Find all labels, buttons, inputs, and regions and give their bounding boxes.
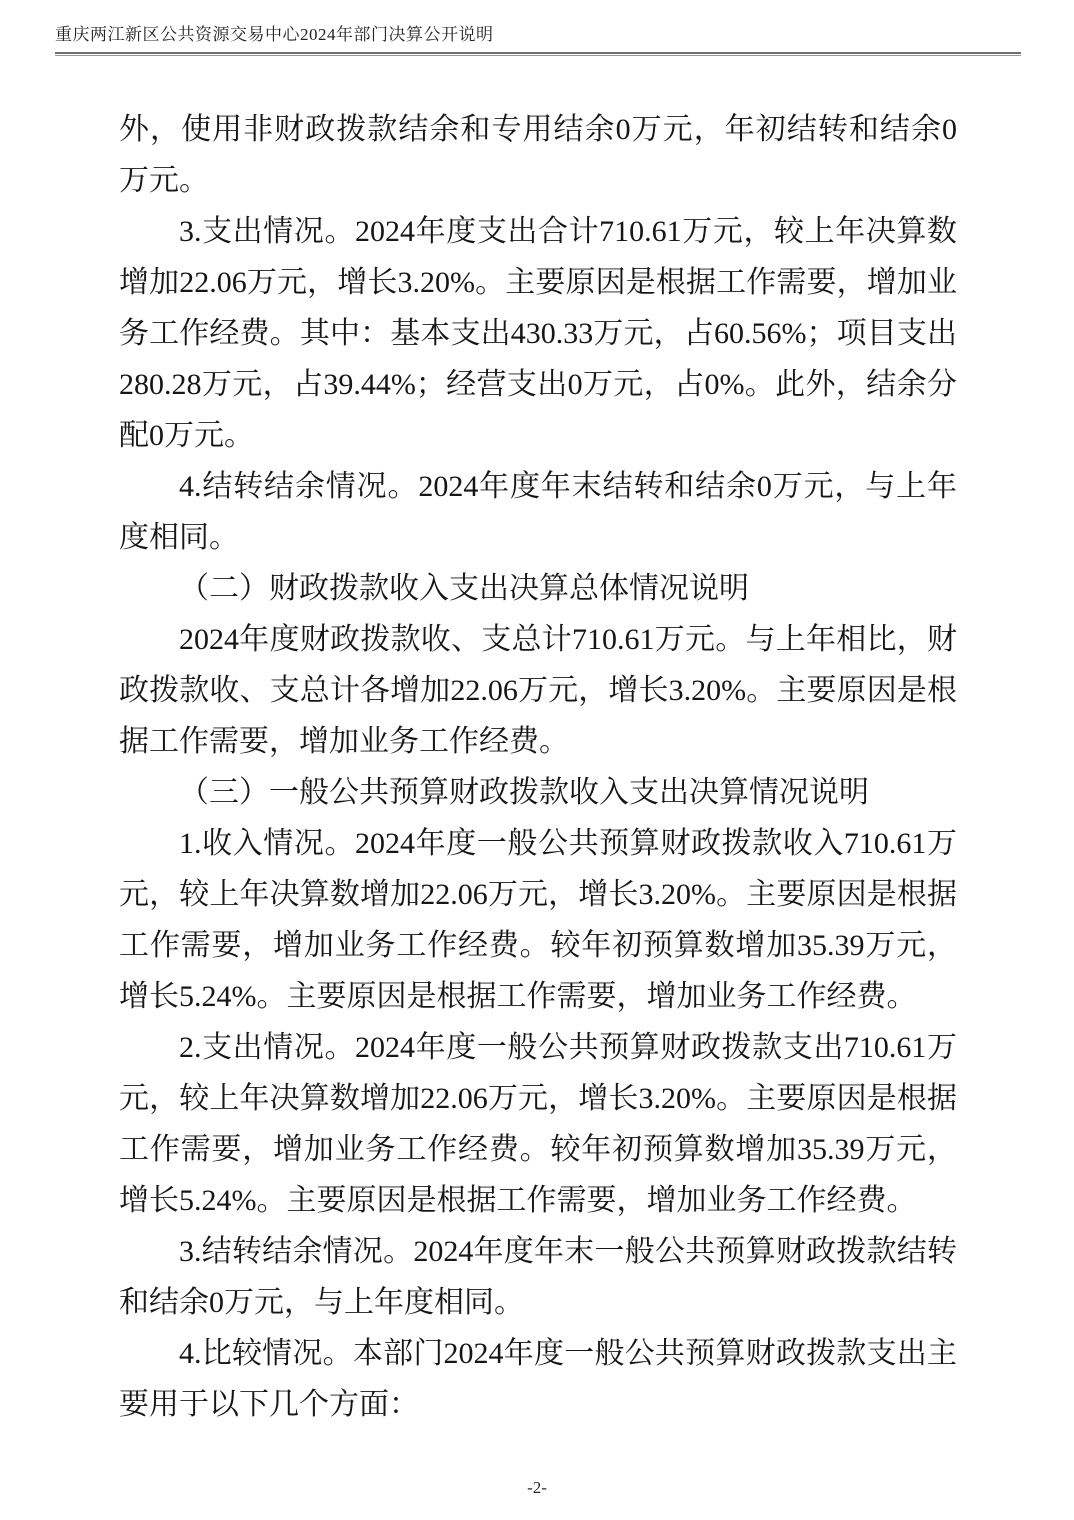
body-paragraph: 1.收入情况。2024年度一般公共预算财政拨款收入710.61万元，较上年决算数增加22.06万元，增长3.20%。主要原因是根据工作需要，增加业务工作经费。较年初预算数增加35.39万元，增长5.24%。主要原因是根据工作需要，增加业务工作经费。 [119, 827, 957, 1013]
document-body [119, 104, 957, 1430]
body-paragraph: 外，使用非财政拨款结余和专用结余0万元，年初结转和结余0万元。 [119, 113, 957, 197]
document-header-title: 重庆两江新区公共资源交易中心2024年部门决算公开说明 [55, 25, 494, 44]
document-header [55, 24, 1021, 46]
body-paragraph: 4.结转结余情况。2024年度年末结转和结余0万元，与上年度相同。 [119, 470, 957, 554]
body-paragraph: 2024年度财政拨款收、支总计710.61万元。与上年相比，财政拨款收、支总计各增加22.06万元，增长3.20%。主要原因是根据工作需要，增加业务工作经费。 [119, 623, 957, 758]
page-number: -2- [527, 1478, 547, 1497]
body-paragraph: 4.比较情况。本部门2024年度一般公共预算财政拨款支出主要用于以下几个方面： [119, 1337, 957, 1421]
body-paragraph: 2.支出情况。2024年度一般公共预算财政拨款支出710.61万元，较上年决算数增加22.06万元，增长3.20%。主要原因是根据工作需要，增加业务工作经费。较年初预算数增加35.39万元，增长5.24%。主要原因是根据工作需要，增加业务工作经费。 [119, 1031, 957, 1217]
body-paragraph: 3.支出情况。2024年度支出合计710.61万元，较上年决算数增加22.06万元，增长3.20%。主要原因是根据工作需要，增加业务工作经费。其中：基本支出430.33万元，占60.56%；项目支出280.28万元，占39.44%；经营支出0万元，占0%。此外，结余分配0万元。 [119, 215, 957, 452]
section-heading: （二）财政拨款收入支出决算总体情况说明 [179, 572, 749, 605]
section-heading: （三）一般公共预算财政拨款收入支出决算情况说明 [179, 776, 869, 809]
body-paragraph: 3.结转结余情况。2024年度年末一般公共预算财政拨款结转和结余0万元，与上年度相同。 [119, 1235, 957, 1319]
header-rule [55, 52, 1021, 56]
